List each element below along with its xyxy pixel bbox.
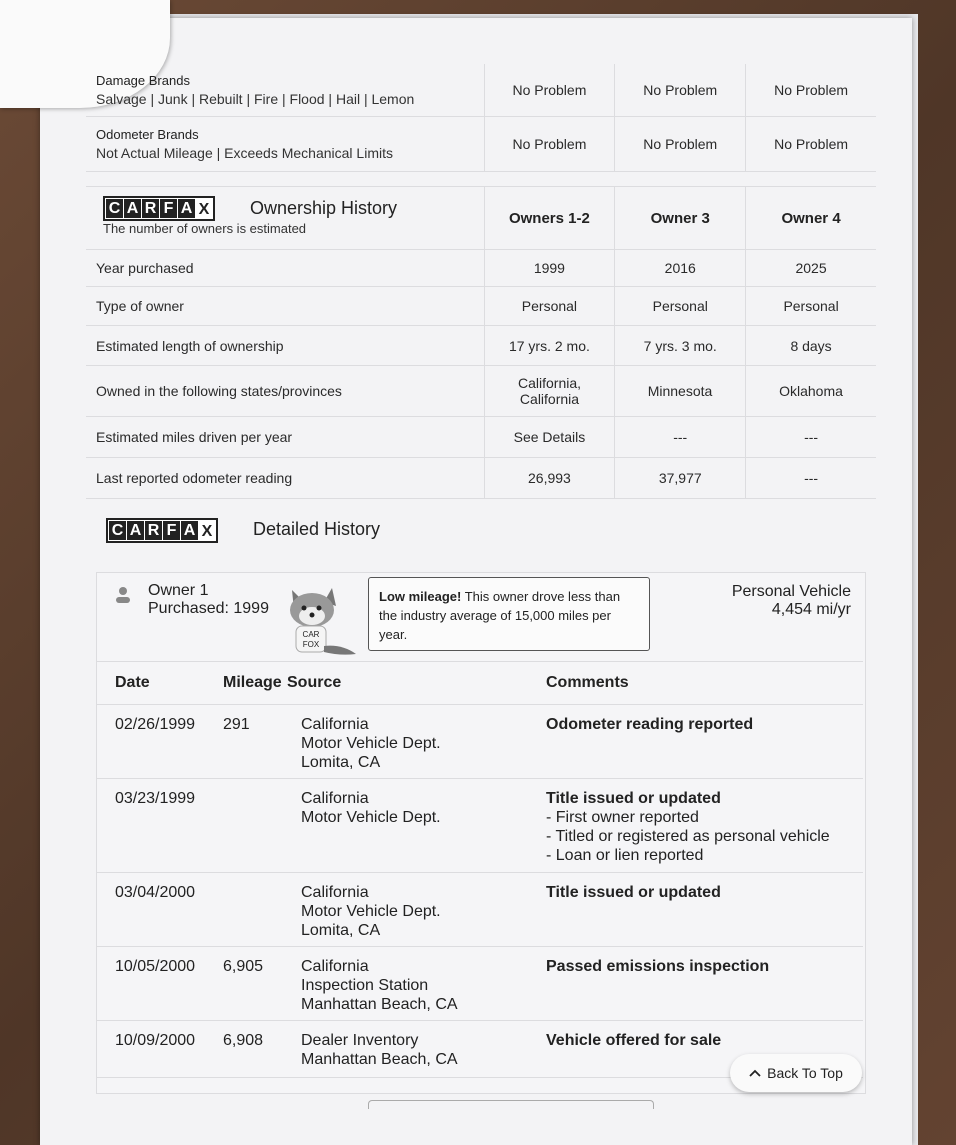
row-length-of-ownership: Estimated length of ownership 17 yrs. 2 mo. 7 yrs. 3 mo. 8 days [86,326,876,366]
row-type-of-owner: Type of owner Personal Personal Personal [86,287,876,326]
header-date: Date [115,674,150,691]
owner-name: Owner 1 [148,582,209,599]
carfox-mascot-icon [284,584,358,660]
table-row: 10/09/2000 6,908 Dealer Inventory Manhattan Beach, CA Vehicle offered for sale [97,1020,863,1078]
row-owned-states: Owned in the following states/provinces California, California Minnesota Oklahoma [86,366,876,417]
low-mileage-bold: Low mileage! [379,589,462,604]
vehicle-type: Personal Vehicle [731,583,851,600]
table-row: 03/23/1999 California Motor Vehicle Dept. Title issued or updated - First owner reported - Titled or registered as personal vehicle - Loan or lien reported [97,778,863,873]
damage-brands-subtitle: Salvage | Junk | Rebuilt | Fire | Flood | Hail | Lemon [96,91,415,107]
odometer-brands-title: Odometer Brands [96,127,199,142]
odometer-cell-1: No Problem [484,117,615,171]
odometer-brands-subtitle: Not Actual Mileage | Exceeds Mechanical Limits [96,145,393,161]
table-row: 10/05/2000 6,905 California Inspection Station Manhattan Beach, CA Passed emissions inspection [97,946,863,1021]
damage-cell-2: No Problem [614,64,745,116]
owner-col-2: Owner 3 [614,187,745,249]
person-icon [115,586,131,604]
history-header-row [97,661,863,705]
see-details-link[interactable]: See Details [484,417,615,457]
odometer-cell-2: No Problem [614,117,745,171]
odometer-cell-3: No Problem [745,117,876,171]
odometer-brands-row [86,117,876,172]
damage-cell-3: No Problem [745,64,876,116]
damage-cell-1: No Problem [484,64,615,116]
bottom-edge-bar [368,1100,654,1109]
mascot-label-fox: FOX [302,640,320,649]
back-to-top-label: Back To Top [767,1065,843,1081]
owner-col-1: Owners 1-2 [484,187,615,249]
owner-col-3: Owner 4 [745,187,876,249]
table-row: 02/26/1999 291 California Motor Vehicle Dept. Lomita, CA Odometer reading reported [97,704,863,779]
carfax-logo: C A R F A X [103,196,215,221]
carfax-logo-2: C A R F A X [106,518,218,543]
header-mileage: Mileage [223,674,282,691]
header-source: Source [287,674,342,691]
row-miles-per-year: Estimated miles driven per year See Details --- --- [86,417,876,458]
row-year-purchased: Year purchased 1999 2016 2025 [86,249,876,287]
ownership-title: Ownership History [250,198,398,218]
chevron-up-icon [749,1069,761,1077]
low-mileage-text: This owner drove less than the industry average of 15,000 miles per year. [379,589,621,642]
detailed-history-title: Detailed History [253,519,381,539]
ownership-header [86,186,876,250]
row-last-odometer: Last reported odometer reading 26,993 37,977 --- [86,458,876,499]
owner-purchased: Purchased: 1999 [148,600,269,617]
table-row: 03/04/2000 California Motor Vehicle Dept. Lomita, CA Title issued or updated [97,872,863,947]
miles-per-year: 4,454 mi/yr [771,601,851,618]
ownership-subtitle: The number of owners is estimated [103,221,307,236]
damage-brands-row [86,64,876,117]
mascot-label-car: CAR [302,630,320,639]
low-mileage-box [368,577,650,651]
damage-brands-title: Damage Brands [96,73,190,88]
header-comments: Comments [546,674,629,691]
back-to-top-button[interactable] [730,1054,862,1092]
